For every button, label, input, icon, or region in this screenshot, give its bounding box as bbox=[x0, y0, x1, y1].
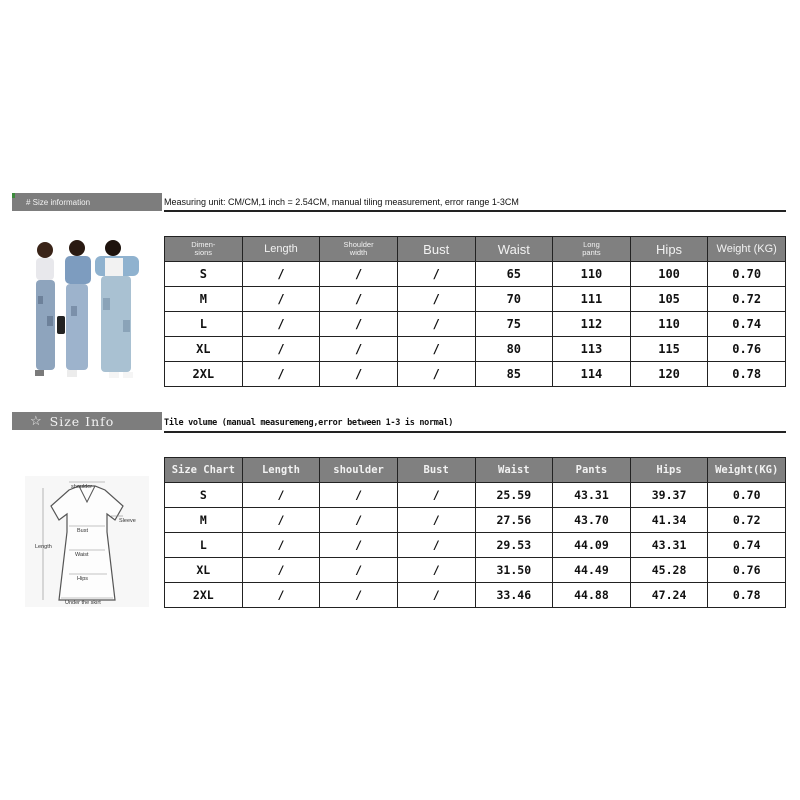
cell-bust: / bbox=[397, 483, 475, 508]
table-row bbox=[165, 287, 786, 312]
cell-size: M bbox=[165, 287, 243, 312]
cell-weight: 0.72 bbox=[708, 508, 786, 533]
header-bust: Bust bbox=[397, 237, 475, 262]
cell-length: / bbox=[242, 533, 320, 558]
cell-waist: 27.56 bbox=[475, 508, 553, 533]
cell-long-pants: 114 bbox=[553, 362, 631, 387]
cell-length: / bbox=[242, 287, 320, 312]
cell-waist: 70 bbox=[475, 287, 553, 312]
cell-size: XL bbox=[165, 337, 243, 362]
cell-length: / bbox=[242, 337, 320, 362]
cell-weight: 0.76 bbox=[708, 337, 786, 362]
header-pants: Pants bbox=[553, 458, 631, 483]
table-row bbox=[165, 583, 786, 608]
header-shoulder-width: Shoulder width bbox=[320, 237, 398, 262]
header-hips: Hips bbox=[630, 237, 708, 262]
header-bust: Bust bbox=[397, 458, 475, 483]
cell-long-pants: 113 bbox=[553, 337, 631, 362]
cell-bust: / bbox=[397, 262, 475, 287]
cell-shoulder: / bbox=[320, 262, 398, 287]
table-header-row bbox=[165, 237, 786, 262]
cell-weight: 0.72 bbox=[708, 287, 786, 312]
diagram-label-hips: Hips bbox=[77, 576, 89, 582]
cell-size: S bbox=[165, 483, 243, 508]
cell-bust: / bbox=[397, 583, 475, 608]
cell-weight: 0.70 bbox=[708, 262, 786, 287]
cell-long-pants: 112 bbox=[553, 312, 631, 337]
cell-length: / bbox=[242, 583, 320, 608]
section-divider bbox=[164, 210, 786, 212]
diagram-label-under-skirt: Under the skirt bbox=[65, 600, 101, 606]
cell-bust: / bbox=[397, 337, 475, 362]
cell-shoulder: / bbox=[320, 508, 398, 533]
size-information-heading-text: # Size information bbox=[26, 197, 91, 207]
cell-size: M bbox=[165, 508, 243, 533]
table-header-row bbox=[165, 458, 786, 483]
cell-hips: 105 bbox=[630, 287, 708, 312]
cell-waist: 33.46 bbox=[475, 583, 553, 608]
cell-waist: 80 bbox=[475, 337, 553, 362]
diagram-label-bust: Bust bbox=[77, 528, 89, 534]
diagram-label-sleeve: Sleeve bbox=[119, 518, 136, 524]
cell-pants: 44.49 bbox=[553, 558, 631, 583]
cell-hips: 115 bbox=[630, 337, 708, 362]
cell-bust: / bbox=[397, 312, 475, 337]
cell-hips: 120 bbox=[630, 362, 708, 387]
cell-shoulder: / bbox=[320, 287, 398, 312]
models-jeans-photo bbox=[25, 236, 149, 386]
diagram-label-waist: Waist bbox=[75, 552, 89, 558]
cell-shoulder: / bbox=[320, 558, 398, 583]
cell-bust: / bbox=[397, 362, 475, 387]
model-left bbox=[35, 242, 55, 376]
cell-waist: 85 bbox=[475, 362, 553, 387]
diagram-label-length: Length bbox=[35, 544, 52, 550]
header-length: Length bbox=[242, 237, 320, 262]
header-size-chart: Size Chart bbox=[165, 458, 243, 483]
cell-waist: 65 bbox=[475, 262, 553, 287]
cell-weight: 0.74 bbox=[708, 312, 786, 337]
cell-pants: 43.31 bbox=[553, 483, 631, 508]
diagram-label-shoulder: shoulder bbox=[71, 484, 93, 490]
table-row bbox=[165, 262, 786, 287]
size-info-heading bbox=[12, 412, 162, 430]
cell-waist: 29.53 bbox=[475, 533, 553, 558]
table-row bbox=[165, 312, 786, 337]
cell-size: S bbox=[165, 262, 243, 287]
table-row bbox=[165, 362, 786, 387]
cell-size: 2XL bbox=[165, 583, 243, 608]
cell-hips: 43.31 bbox=[630, 533, 708, 558]
cell-pants: 44.88 bbox=[553, 583, 631, 608]
cell-shoulder: / bbox=[320, 362, 398, 387]
cell-hips: 47.24 bbox=[630, 583, 708, 608]
cell-hips: 39.37 bbox=[630, 483, 708, 508]
cell-waist: 31.50 bbox=[475, 558, 553, 583]
cell-long-pants: 110 bbox=[553, 262, 631, 287]
size-info-table bbox=[164, 457, 786, 608]
cell-waist: 75 bbox=[475, 312, 553, 337]
cell-shoulder: / bbox=[320, 583, 398, 608]
cell-weight: 0.76 bbox=[708, 558, 786, 583]
size-information-heading bbox=[12, 193, 162, 211]
cell-weight: 0.74 bbox=[708, 533, 786, 558]
header-hips: Hips bbox=[630, 458, 708, 483]
table-row bbox=[165, 483, 786, 508]
cell-shoulder: / bbox=[320, 312, 398, 337]
cell-pants: 44.09 bbox=[553, 533, 631, 558]
header-shoulder: shoulder bbox=[320, 458, 398, 483]
header-length: Length bbox=[242, 458, 320, 483]
table-row bbox=[165, 533, 786, 558]
measuring-unit-note: Measuring unit: CM/CM,1 inch = 2.54CM, manual tiling measurement, error range 1-3CM bbox=[164, 197, 519, 207]
cell-weight: 0.70 bbox=[708, 483, 786, 508]
cell-pants: 43.70 bbox=[553, 508, 631, 533]
cell-hips: 41.34 bbox=[630, 508, 708, 533]
header-long-pants: Long pants bbox=[553, 237, 631, 262]
cell-length: / bbox=[242, 483, 320, 508]
cell-length: / bbox=[242, 362, 320, 387]
cell-bust: / bbox=[397, 533, 475, 558]
cell-size: L bbox=[165, 312, 243, 337]
cell-hips: 110 bbox=[630, 312, 708, 337]
garment-measurement-diagram bbox=[25, 476, 149, 607]
cell-bust: / bbox=[397, 558, 475, 583]
header-dimensions: Dimen- sions bbox=[165, 237, 243, 262]
dress-outline-illustration bbox=[25, 476, 149, 607]
size-info-heading-text: Size Info bbox=[49, 413, 115, 429]
header-waist: Waist bbox=[475, 237, 553, 262]
table-row bbox=[165, 508, 786, 533]
size-information-table bbox=[164, 236, 786, 387]
cell-shoulder: / bbox=[320, 533, 398, 558]
table-row bbox=[165, 558, 786, 583]
table-row bbox=[165, 337, 786, 362]
cell-weight: 0.78 bbox=[708, 583, 786, 608]
model-middle bbox=[57, 240, 91, 377]
header-weight: Weight (KG) bbox=[708, 237, 786, 262]
cell-shoulder: / bbox=[320, 337, 398, 362]
section-divider bbox=[164, 431, 786, 433]
cell-hips: 100 bbox=[630, 262, 708, 287]
cell-size: 2XL bbox=[165, 362, 243, 387]
header-waist: Waist bbox=[475, 458, 553, 483]
cell-length: / bbox=[242, 262, 320, 287]
cell-bust: / bbox=[397, 508, 475, 533]
cell-size: L bbox=[165, 533, 243, 558]
cell-shoulder: / bbox=[320, 483, 398, 508]
cell-weight: 0.78 bbox=[708, 362, 786, 387]
cell-length: / bbox=[242, 312, 320, 337]
tile-volume-note: Tile volume (manual measuremeng,error between 1-3 is normal) bbox=[164, 418, 454, 428]
cell-size: XL bbox=[165, 558, 243, 583]
cell-length: / bbox=[242, 508, 320, 533]
header-weight: Weight(KG) bbox=[708, 458, 786, 483]
star-outline-icon: ☆ bbox=[30, 413, 43, 429]
cell-bust: / bbox=[397, 287, 475, 312]
cell-long-pants: 111 bbox=[553, 287, 631, 312]
heading-accent bbox=[12, 193, 15, 198]
model-right bbox=[95, 240, 139, 378]
cell-length: / bbox=[242, 558, 320, 583]
cell-hips: 45.28 bbox=[630, 558, 708, 583]
cell-waist: 25.59 bbox=[475, 483, 553, 508]
